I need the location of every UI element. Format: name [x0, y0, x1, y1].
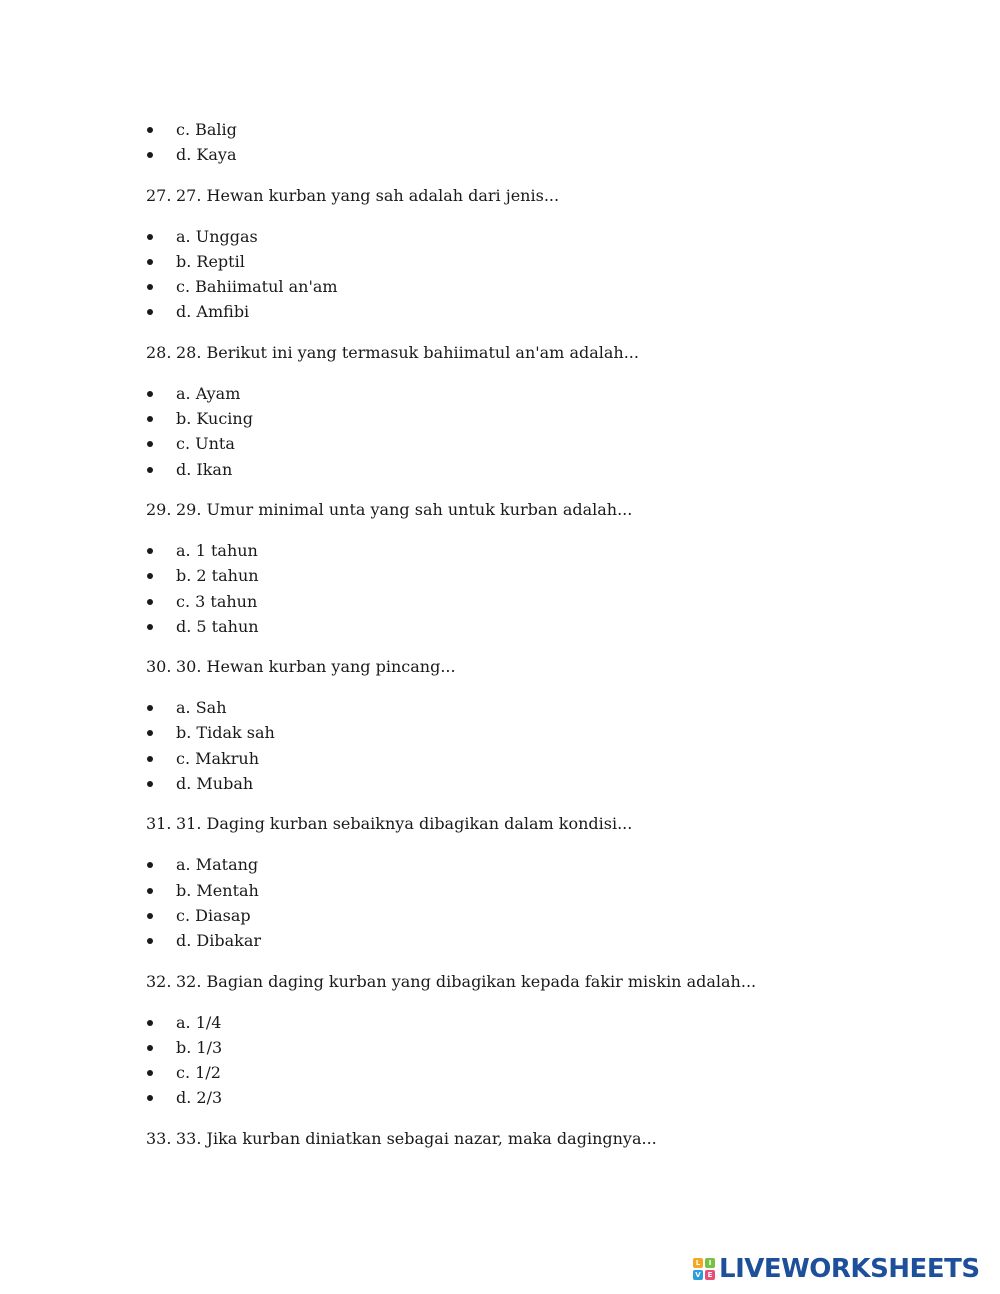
- option-item: [0, 1060, 1000, 1085]
- question-list: [0, 117, 1000, 1167]
- liveworksheets-logo-icon: [693, 1258, 715, 1280]
- option-item: [0, 224, 1000, 249]
- option-item: [0, 299, 1000, 324]
- question-number: 27.: [146, 185, 172, 205]
- option-text: b. Kucing: [176, 409, 253, 429]
- bullet-icon: [147, 730, 153, 736]
- question-number: 32.: [146, 971, 172, 991]
- question-number: 31.: [146, 814, 172, 834]
- option-list: [0, 695, 1000, 796]
- bullet-icon: [147, 573, 153, 579]
- option-text: d. 5 tahun: [176, 616, 259, 636]
- option-item: [0, 852, 1000, 877]
- bullet-icon: [147, 938, 153, 944]
- option-text: d. 2/3: [176, 1088, 223, 1108]
- option-text: d. Dibakar: [176, 931, 262, 951]
- bullet-icon: [147, 467, 153, 473]
- option-item: [0, 249, 1000, 274]
- bullet-icon: [147, 781, 153, 787]
- option-text: c. 3 tahun: [176, 591, 258, 611]
- option-list: [0, 852, 1000, 953]
- bullet-icon: [147, 234, 153, 240]
- question-text: 32. Bagian daging kurban yang dibagikan kepada fakir miskin adalah...: [176, 971, 757, 991]
- option-item: [0, 406, 1000, 431]
- option-text: c. Unta: [176, 434, 235, 454]
- bullet-icon: [147, 862, 153, 868]
- bullet-icon: [147, 127, 153, 133]
- option-item: [0, 381, 1000, 406]
- bullet-icon: [147, 152, 153, 158]
- option-text: b. 1/3: [176, 1037, 223, 1057]
- option-item: [0, 274, 1000, 299]
- bullet-icon: [147, 599, 153, 605]
- question: [0, 969, 1000, 994]
- option-item: [0, 117, 1000, 142]
- option-item: [0, 1085, 1000, 1110]
- option-text: a. Sah: [176, 698, 227, 718]
- bullet-icon: [147, 1045, 153, 1051]
- question: [0, 811, 1000, 836]
- question-number: 28.: [146, 342, 172, 362]
- bullet-icon: [147, 391, 153, 397]
- bullet-icon: [147, 888, 153, 894]
- question-text: 28. Berikut ini yang termasuk bahiimatul an'am adalah...: [176, 342, 639, 362]
- option-text: b. 2 tahun: [176, 566, 259, 586]
- bullet-icon: [147, 284, 153, 290]
- option-list: [0, 117, 1000, 168]
- question-text: 27. Hewan kurban yang sah adalah dari jenis...: [176, 185, 560, 205]
- logo-text: LIVEWORKSHEETS: [719, 1254, 980, 1284]
- question-number: 33.: [146, 1128, 172, 1148]
- bullet-icon: [147, 548, 153, 554]
- bullet-icon: [147, 913, 153, 919]
- option-item: [0, 746, 1000, 771]
- option-text: b. Reptil: [176, 251, 245, 271]
- option-text: a. Ayam: [176, 383, 241, 403]
- option-list: [0, 224, 1000, 325]
- bullet-icon: [147, 1020, 153, 1026]
- option-list: [0, 381, 1000, 482]
- option-list: [0, 1010, 1000, 1111]
- option-item: [0, 695, 1000, 720]
- option-item: [0, 903, 1000, 928]
- bullet-icon: [147, 1070, 153, 1076]
- logo-mark-tile: V: [693, 1270, 703, 1280]
- question: [0, 183, 1000, 208]
- option-text: a. 1/4: [176, 1012, 222, 1032]
- question-text: 31. Daging kurban sebaiknya dibagikan dalam kondisi...: [176, 814, 633, 834]
- option-text: a. Matang: [176, 855, 259, 875]
- option-list: [0, 538, 1000, 639]
- option-text: c. Bahiimatul an'am: [176, 277, 338, 297]
- option-text: a. Unggas: [176, 226, 258, 246]
- option-text: c. Makruh: [176, 748, 260, 768]
- option-text: d. Ikan: [176, 459, 233, 479]
- option-item: [0, 457, 1000, 482]
- bullet-icon: [147, 1095, 153, 1101]
- bullet-icon: [147, 705, 153, 711]
- question: [0, 654, 1000, 679]
- logo-mark-tile: I: [705, 1258, 715, 1268]
- bullet-icon: [147, 756, 153, 762]
- option-text: a. 1 tahun: [176, 540, 258, 560]
- option-item: [0, 720, 1000, 745]
- option-text: d. Amfibi: [176, 302, 250, 322]
- option-text: c. 1/2: [176, 1063, 221, 1083]
- option-item: [0, 771, 1000, 796]
- option-item: [0, 538, 1000, 563]
- question: [0, 497, 1000, 522]
- option-item: [0, 431, 1000, 456]
- question-text: 33. Jika kurban diniatkan sebagai nazar, maka dagingnya...: [176, 1128, 657, 1148]
- question: [0, 1126, 1000, 1151]
- option-text: b. Tidak sah: [176, 723, 275, 743]
- bullet-icon: [147, 624, 153, 630]
- logo-mark-tile: E: [705, 1270, 715, 1280]
- option-item: [0, 878, 1000, 903]
- option-text: d. Mubah: [176, 774, 254, 794]
- bullet-icon: [147, 259, 153, 265]
- liveworksheets-logo[interactable]: [693, 1252, 980, 1286]
- bullet-icon: [147, 441, 153, 447]
- option-item: [0, 1035, 1000, 1060]
- option-text: c. Balig: [176, 120, 237, 139]
- option-item: [0, 1010, 1000, 1035]
- bullet-icon: [147, 309, 153, 315]
- question-number: 30.: [146, 657, 172, 677]
- option-item: [0, 589, 1000, 614]
- logo-mark-tile: L: [693, 1258, 703, 1268]
- option-item: [0, 928, 1000, 953]
- question-number: 29.: [146, 499, 172, 519]
- option-text: c. Diasap: [176, 905, 251, 925]
- question-text: 29. Umur minimal unta yang sah untuk kurban adalah...: [176, 499, 633, 519]
- question: [0, 340, 1000, 365]
- question-text: 30. Hewan kurban yang pincang...: [176, 657, 456, 677]
- option-item: [0, 614, 1000, 639]
- bullet-icon: [147, 416, 153, 422]
- option-text: b. Mentah: [176, 880, 259, 900]
- option-text: d. Kaya: [176, 145, 237, 165]
- option-item: [0, 142, 1000, 167]
- option-item: [0, 563, 1000, 588]
